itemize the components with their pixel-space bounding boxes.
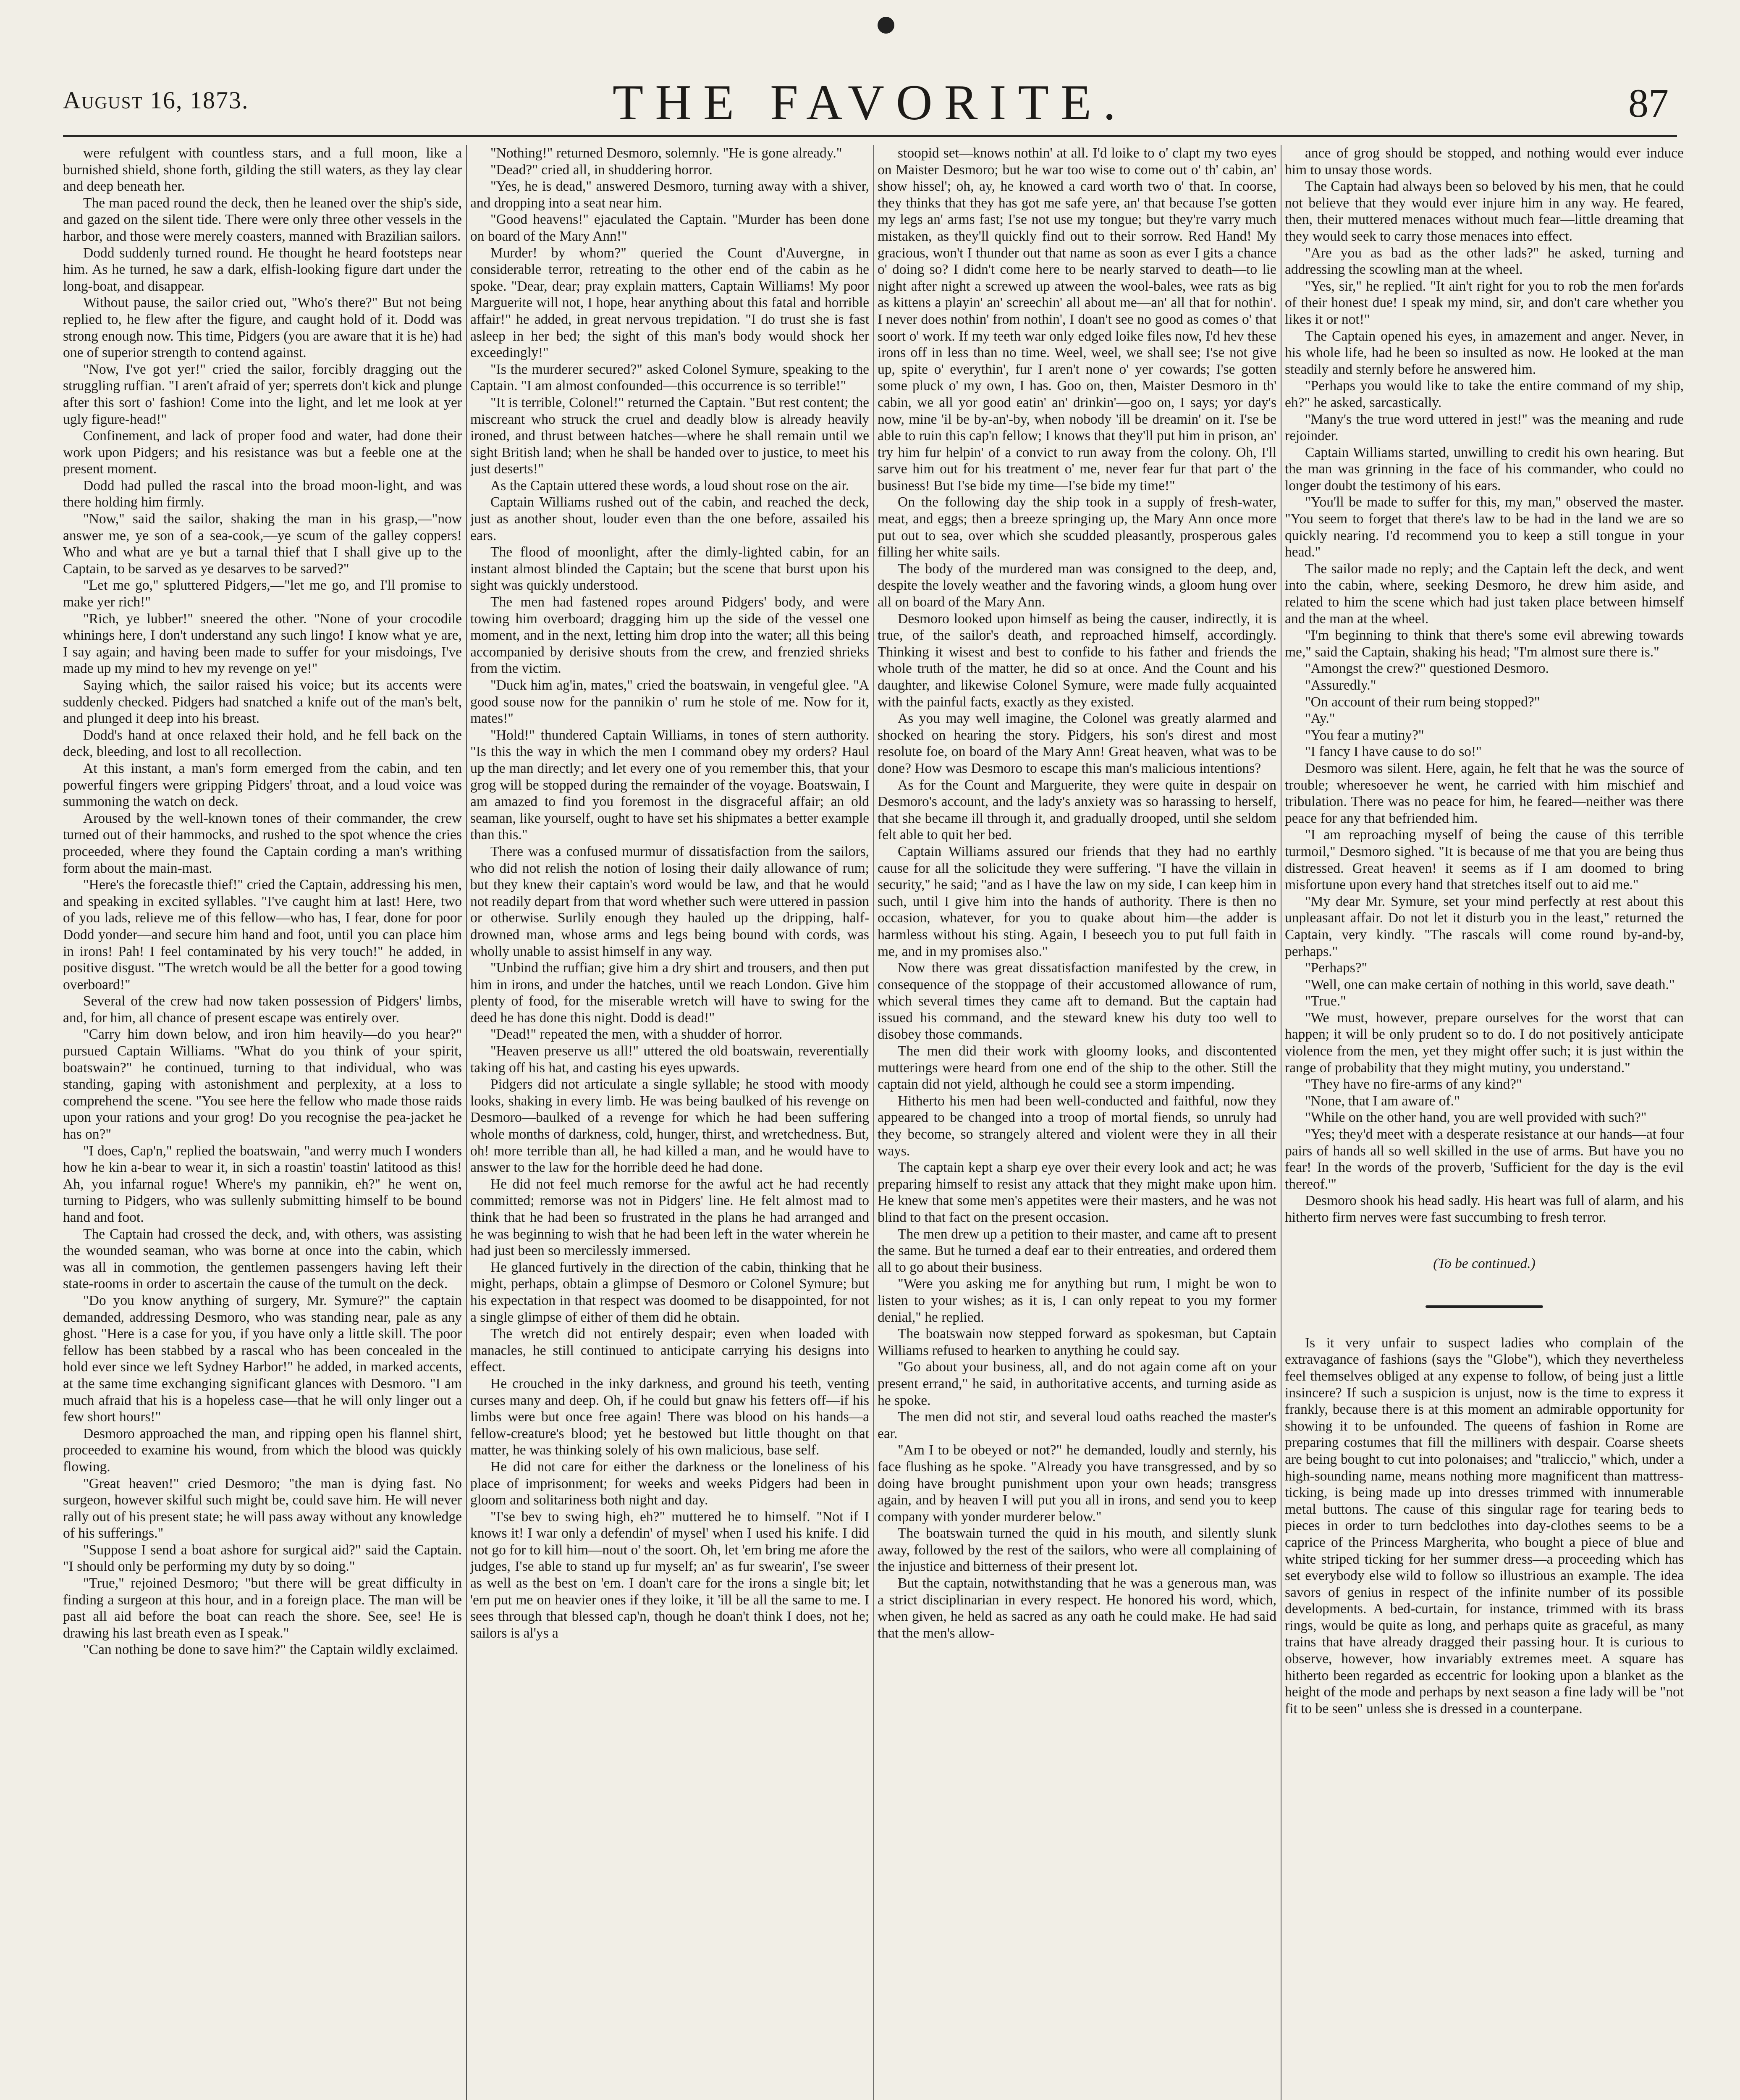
column-divider (466, 145, 467, 2100)
paragraph: stoopid set—knows nothin' at all. I'd loike to o' clapt my two eyes on Maister Desmoro; but he war too wise to come out o' th' cabin, an' show hissel'; oh, ay, he knowed a card worth two o' that. In coorse, they thinks that they has got me safe yere, an' that because I'se gotten my legs an' arms fast; I'se not use my tongue; but they're varry much mistaken, as they'll quickly find out to their sorrow. Red Hand! My gracious, won't I thunder out that name as soon as ever I gits a chance o' doing so? I didn't come here to be nearly starved to death—to lie night after night a screwed up atween the wool-bales, wee rats as big as kittens a playin' an' screechin' all about me—an' all that for nothin'. I never does nothin' from nothin', I doan't see no good as comes o' that soort o' work. If my teeth war only edged loike files now, I'd hev these irons off in less than no time. Weel, weel, we shall see; I'se not give up, spite o' everythin', fur I aren't none o' yer cowards; I'se gotten some pluck o' my own, I has. Goo on, then, Maister Desmoro in th' cabin, we all yor good eatin' an' drinkin'—goo on, I says; yor day's now, mine 'il be by-an'-by, when nobody 'ill be dreamin' on it. I'se be able to ruin this cap'n fellow; I knows that they'll put him in prison, an' try him fur helpin' of a convict to run away from the colony. Oh, I'll sarve him out for his treatment o' me, never fear fur that part o' the business! But I'se bide my time—I'se bide my time!" (878, 145, 1276, 494)
paragraph: The boatswain now stepped forward as spokesman, but Captain Williams refused to hearken to anything he could say. (878, 1326, 1276, 1358)
paragraph: "Nothing!" returned Desmoro, solemnly. "He is gone already." (490, 145, 842, 161)
paragraph: "I am reproaching myself of being the cause of this terrible turmoil," Desmoro sighed. "It is because of me that you are being thus distressed. Great heaven! it seems as if I am doomed to bring misfortune upon every hand that stretches itself out to aid me." (1285, 827, 1684, 893)
paragraph: Saying which, the sailor raised his voice; but its accents were suddenly checked. Pidgers had snatched a knife out of the man's belt, and plunged it deep into his breast. (63, 677, 462, 727)
paragraph: "Many's the true word uttered in jest!" was the meaning and rude rejoinder. (1285, 411, 1684, 444)
paragraph: "It is terrible, Colonel!" returned the Captain. "But rest content; the miscreant who struck the cruel and deadly blow is already heavily ironed, and thrust between hatches—where he shall remain until we sight British land; when he shall be handed over to justice, to meet his just deserts!" (470, 394, 869, 477)
paragraph: "Dead?" cried all, in shuddering horror. (490, 162, 713, 178)
issue-date: August 16, 1873. (63, 87, 249, 114)
paragraph: He crouched in the inky darkness, and ground his teeth, venting curses many and deep. Oh, if he could but gnaw his fetters off—if his limbs were but once free again! There was blood on his hands—a fellow-creature's blood; yet he bestowed but little thought on that matter, he was thinking solely of his own malicious, base self. (470, 1376, 869, 1458)
paragraph: Dodd had pulled the rascal into the broad moon-light, and was there holding him firmly. (63, 478, 462, 510)
paragraph: Captain Williams started, unwilling to credit his own hearing. But the man was grinning in the face of his commander, who could no longer doubt the testimony of his ears. (1285, 444, 1684, 494)
column-divider (873, 145, 874, 2100)
paragraph: The boatswain turned the quid in his mouth, and silently slunk away, followed by the rest of the sailors, who were all complaining of the injustice and bitterness of their present lot. (878, 1525, 1276, 1575)
paragraph: "Were you asking me for anything but rum, I might be won to listen to your wishes; as it is, I can only repeat to you my former denial," he replied. (878, 1276, 1276, 1325)
paragraph: "Hold!" thundered Captain Williams, in tones of stern authority. "Is this the way in which the men I command obey my orders? Haul up the man directly; and let every one of you remember this, that your grog will be stopped during the remainder of the voyage. Boatswain, I am amazed to find you foremost in the disgraceful affair; an old seaman, like yourself, ought to have set his shipmates a better example than this." (470, 727, 869, 843)
paragraph: As the Captain uttered these words, a loud shout rose on the air. (490, 478, 849, 494)
paragraph: Dodd's hand at once relaxed their hold, and he fell back on the deck, bleeding, and lost to all recollection. (63, 727, 462, 760)
paragraph: "They have no fire-arms of any kind?" (1305, 1076, 1522, 1092)
column-3 (878, 145, 1276, 2100)
paragraph: "Is the murderer secured?" asked Colonel Symure, speaking to the Captain. "I am almost confounded—this occurrence is so terrible!" (470, 361, 869, 394)
paragraph: "Yes, he is dead," answered Desmoro, turning away with a shiver, and dropping into a seat near him. (470, 178, 869, 211)
paragraph: "On account of their rum being stopped?" (1305, 694, 1540, 710)
paragraph: "Now," said the sailor, shaking the man in his grasp,—"now answer me, ye son of a sea-cook,—ye scum of the galley coppers! Who and what are ye but a tarnal thief that I shall give up to the Captain, to be sarved as ye desarves to be sarved?" (63, 511, 462, 577)
paragraph: "Here's the forecastle thief!" cried the Captain, addressing his men, and speaking in excited syllables. "I've caught him at last! Here, two of you lads, relieve me of this fellow—who has, I fear, done for poor Dodd yonder—and secure him hand and foot, until you can place him in irons! Pah! I feel contaminated by his very touch!" he added, in positive disgust. "The wretch would be all the better for a good towing overboard!" (63, 877, 462, 992)
page-columns (63, 145, 1684, 2100)
paragraph: "I'se bev to swing high, eh?" muttered he to himself. "Not if I knows it! I war only a defendin' of mysel' when I used his knife. I did not go for to kill him—nout o' the soort. Oh, let 'em bring me afore the judges, I'se able to stand up fur myself; an' as fur swearin', I'se sweer as well as the best on 'em. I doan't care for the irons a single bit; let 'em put me on heavier ones if they loike, it 'ill be all the same to me. I sees through that blessed cap'n, though he doan't think I does, not he; sailors is al'ys a (470, 1509, 869, 1641)
paragraph: The Captain had crossed the deck, and, with others, was assisting the wounded seaman, who was borne at once into the cabin, which was all in commotion, the gentlemen passengers having left their state-rooms in order to ascertain the cause of the tumult on the deck. (63, 1226, 462, 1292)
paragraph: "Perhaps?" (1305, 960, 1368, 976)
paragraph: Dodd suddenly turned round. He thought he heard footsteps near him. As he turned, he saw a dark, elfish-looking figure dart under the long-boat, and disappear. (63, 245, 462, 294)
paragraph: The sailor made no reply; and the Captain left the deck, and went into the cabin, where, seeking Desmoro, he drew him aside, and related to him the scene which had just taken place between himself and the man at the wheel. (1285, 561, 1684, 627)
paragraph: Captain Williams assured our friends that they had no earthly cause for all the solicitude they were suffering. "I have the villain in security," he said; "and as I have the law on my side, I can keep him in such, until I give him into the hands of authority. There is then no occasion, whatever, for you to quake about him—the adder is harmless without his sting. Again, I beseech you to put full faith in me, and in my promises also." (878, 843, 1276, 959)
paragraph: "Great heaven!" cried Desmoro; "the man is dying fast. No surgeon, however skilful such might be, could save him. He will never rally out of his present state; he will pass away without any knowledge of his sufferings." (63, 1475, 462, 1541)
paragraph: He did not care for either the darkness or the loneliness of his place of imprisonment; for weeks and weeks Pidgers had been in gloom and solitariness both night and day. (470, 1459, 869, 1508)
header-rule (63, 135, 1677, 137)
paragraph: Several of the crew had now taken possession of Pidgers' limbs, and, for him, all chance of present escape was entirely over. (63, 993, 462, 1026)
paragraph: "Assuredly." (1305, 677, 1376, 693)
paragraph: "Well, one can make certain of nothing in this world, save death." (1305, 976, 1675, 992)
paragraph: Desmoro was silent. Here, again, he felt that he was the source of trouble; wheresoever he went, he carried with him mischief and tribulation. There was no peace for him, he feared—neither was there peace for any that befriended him. (1285, 760, 1684, 826)
paragraph: The men did their work with gloomy looks, and discontented mutterings were heard from one end of the ship to the other. Still the captain did not yield, although he could see a storm impending. (878, 1043, 1276, 1092)
paragraph: Desmoro approached the man, and ripping open his flannel shirt, proceeded to examine his wound, from which the blood was quickly flowing. (63, 1425, 462, 1475)
paragraph: There was a confused murmur of dissatisfaction from the sailors, who did not relish the notion of losing their daily allowance of rum; but they knew their captain's word would be law, and that he would not readily depart from that word whether such were uttered in passion or otherwise. Surlily enough they hauled up the dripping, half-drowned man, whose arms and legs being bound with cords, was wholly unable to assist himself in any way. (470, 843, 869, 959)
paragraph: The captain kept a sharp eye over their every look and act; he was preparing himself to resist any attack that they might make upon him. He knew that some men's appetites were their masters, and he was not blind to that fact on the present occasion. (878, 1160, 1276, 1225)
paragraph: The flood of moonlight, after the dimly-lighted cabin, for an instant almost blinded the Captain; but the scene that burst upon his sight was quickly understood. (470, 544, 869, 593)
paragraph: "None, that I am aware of." (1305, 1093, 1460, 1109)
paragraph: "You'll be made to suffer for this, my man," observed the master. "You seem to forget that there's law to be had in the land we are so quickly nearing. I'd recommend you to keep a still tongue in your head." (1285, 494, 1684, 560)
paragraph: "Now, I've got yer!" cried the sailor, forcibly dragging out the struggling ruffian. "I aren't afraid of yer; sperrets don't kick and plunge after this sort o' fashion! Come into the light, and let me look at yer ugly figure-head!" (63, 361, 462, 427)
paragraph: The men did not stir, and several loud oaths reached the master's ear. (878, 1409, 1276, 1441)
paragraph: The body of the murdered man was consigned to the deep, and, despite the lovely weather and the favoring winds, a gloom hung over all on board of the Mary Ann. (878, 561, 1276, 610)
paragraph: "My dear Mr. Symure, set your mind perfectly at rest about this unpleasant affair. Do not let it disturb you in the least," returned the Captain, very kindly. "The rascals will come round by-and-by, perhaps." (1285, 893, 1684, 959)
paragraph: The men drew up a petition to their master, and came aft to present the same. But he turned a deaf ear to their entreaties, and ordered them all to go about their business. (878, 1226, 1276, 1275)
paragraph: "Unbind the ruffian; give him a dry shirt and trousers, and then put him in irons, and under the hatches, until we reach London. Give him plenty of food, for the miserable wretch will have to swing for the deed he has done this night. Dodd is dead!" (470, 960, 869, 1026)
paragraph: But the captain, notwithstanding that he was a generous man, was a strict disciplinarian in every respect. He honored his word, which, when given, he held as sacred as any oath he could make. He had said that the men's allow- (878, 1575, 1276, 1641)
paragraph: "I'm beginning to think that there's some evil abrewing towards me," said the Captain, shaking his head; "I'm almost sure there is." (1285, 627, 1684, 660)
paragraph: "Do you know anything of surgery, Mr. Symure?" the captain demanded, addressing Desmoro, who was standing near, pale as any ghost. "Here is a case for you, if you have only a little skill. The poor fellow has been stabbed by a rascal who has been concealed in the hold ever since we left Sydney Harbor!" he added, in marked accents, at the same time exchanging significant glances with Desmoro. "I am much afraid that his is a hopeless case—that he will only linger out a few short hours!" (63, 1292, 462, 1425)
newspaper-title: THE FAVORITE. (612, 74, 1128, 130)
paragraph: Confinement, and lack of proper food and water, had done their work upon Pidgers; and his resistance was but a feeble one at the present moment. (63, 428, 462, 477)
paragraph: The men had fastened ropes around Pidgers' body, and were towing him overboard; dragging him up the side of the vessel one moment, and in the next, letting him drop into the water; all this being accompanied by derisive shouts from the crew, and frenzied shrieks from the victim. (470, 594, 869, 677)
paragraph: Murder! by whom?" queried the Count d'Auvergne, in considerable terror, retreating to the other end of the cabin as he spoke. "Dear, dear; pray explain matters, Captain Williams! My poor Marguerite will not, I hope, hear anything about this fatal and horrible affair!" he added, in great nervous trepidation. "I do trust she is fast asleep in her bed; the sight of this man's body would shock her exceedingly!" (470, 245, 869, 361)
paragraph: "Good heavens!" ejaculated the Captain. "Murder has been done on board of the Mary Ann!" (470, 212, 869, 244)
paragraph: "Ay." (1305, 711, 1335, 727)
paragraph: The man paced round the deck, then he leaned over the ship's side, and gazed on the silent tide. There were only three other vessels in the harbor, and those were merely coasters, manned with Brazilian sailors. (63, 195, 462, 244)
paragraph: "I fancy I have cause to do so!" (1305, 744, 1482, 760)
paragraph: Pidgers did not articulate a single syllable; he stood with moody looks, shaking in every limb. He was being baulked of his revenge on Desmoro—baulked of a revenge for which he had been suffering whole months of darkness, cold, hunger, thirst, and wretchedness. But, oh! more terrible than all, he had killed a man, and he would have to answer to the law for the horrible deed he had done. (470, 1076, 869, 1176)
column-2 (470, 145, 869, 2100)
paragraph: "Go about your business, all, and do not again come aft on your present errand," he said, in authoritative accents, and turning aside as he spoke. (878, 1359, 1276, 1408)
ink-blot (878, 17, 894, 34)
paragraph: "True," rejoined Desmoro; "but there will be great difficulty in finding a surgeon at this hour, and in a foreign place. The man will be past all aid before the boat can reach the shore. See, see! He is drawing his last breath even as I speak." (63, 1575, 462, 1641)
section-ornament (1285, 1297, 1684, 1314)
paragraph: Captain Williams rushed out of the cabin, and reached the deck, just as another shout, louder even than the one before, assailed his ears. (470, 494, 869, 543)
paragraph: As for the Count and Marguerite, they were quite in despair on Desmoro's account, and the lady's anxiety was so harassing to herself, that she became ill through it, and gradually drooped, until she seldom felt able to quit her bed. (878, 777, 1276, 843)
paragraph: "Rich, ye lubber!" sneered the other. "None of your crocodile whinings here, I don't understand any such lingo! I know what ye are, I say again; and having been made to suffer for your misdoings, I've made up my mind to hev my revenge on ye!" (63, 611, 462, 677)
paragraph: "Dead!" repeated the men, with a shudder of horror. (490, 1026, 783, 1042)
column-4 (1285, 145, 1684, 2100)
paragraph: "We must, however, prepare ourselves for the worst that can happen; it will be only prudent so to do. I do not positively anticipate violence from the men, yet they might offer such; it is just within the range of probability that they might mutiny, you understand." (1285, 1010, 1684, 1076)
paragraph: As you may well imagine, the Colonel was greatly alarmed and shocked on hearing the story. Pidgers, his son's direst and most resolute foe, on board of the Mary Ann! Great heaven, what was to be done? How was Desmoro to escape this man's malicious intentions? (878, 711, 1276, 776)
paragraph: "Yes, sir," he replied. "It ain't right for you to rob the men for'ards of their honest due! I speak my mind, sir, and don't care whether you likes it or not!" (1285, 278, 1684, 327)
masthead (0, 0, 1740, 139)
fashion-article (1285, 1335, 1684, 1717)
paragraph: "Carry him down below, and iron him heavily—do you hear?" pursued Captain Williams. "What do you think of your spirit, boatswain?" he continued, turning to that individual, who was standing, gaping with astonishment and perplexity, at a loss to comprehend the scene. "You see here the fellow who made those raids upon your rations and your grog! Do you recognise the pea-jacket he has on?" (63, 1026, 462, 1142)
paragraph: "Heaven preserve us all!" uttered the old boatswain, reverentially taking off his hat, and casting his eyes upwards. (470, 1043, 869, 1076)
paragraph: "Yes; they'd meet with a desperate resistance at our hands—at four pairs of hands all so well skilled in the use of arms. But have you no fear! In the words of the proverb, 'Sufficient for the day is the evil thereof.'" (1285, 1126, 1684, 1192)
paragraph: "Duck him ag'in, mates," cried the boatswain, in vengeful glee. "A good souse now for the pannikin o' rum he stole of me. Now for it, mates!" (470, 677, 869, 727)
paragraph: "You fear a mutiny?" (1305, 727, 1424, 743)
page-number: 87 (1628, 81, 1669, 126)
paragraph: "Are you as bad as the other lads?" he asked, turning and addressing the scowling man at the wheel. (1285, 245, 1684, 278)
column-1 (63, 145, 462, 2100)
paragraph: "Am I to be obeyed or not?" he demanded, loudly and sternly, his face flushing as he spoke. "Already you have transgressed, and by so doing have brought punishment upon your own heads; transgress again, and by heaven I will put you all in irons, and send you to keep company with yonder murderer below." (878, 1442, 1276, 1525)
paragraph: Without pause, the sailor cried out, "Who's there?" But not being replied to, he flew after the figure, and caught hold of it. Dodd was strong enough now. This time, Pidgers (you are aware that it is he) had one of superior strength to contend against. (63, 295, 462, 361)
paragraph: were refulgent with countless stars, and a full moon, like a burnished shield, shone forth, gilding the still waters, as they lay clear and deep beneath her. (63, 145, 462, 194)
paragraph: The wretch did not entirely despair; even when loaded with manacles, he still continued to anticipate carrying his designs into effect. (470, 1326, 869, 1375)
paragraph: "Suppose I send a boat ashore for surgical aid?" said the Captain. "I should only be performing my duty by so doing." (63, 1542, 462, 1575)
to-be-continued: (To be continued.) (1433, 1255, 1536, 1271)
paragraph: The Captain had always been so beloved by his men, that he could not believe that they would ever injure him in any way. He feared, then, their muttered menaces without much fear—little dreaming that they would seek to carry those menaces into effect. (1285, 178, 1684, 244)
paragraph: On the following day the ship took in a supply of fresh-water, meat, and eggs; then a breeze springing up, the Mary Ann once more put out to sea, over which she scudded pleasantly, prosperous gales filling her white sails. (878, 494, 1276, 560)
paragraph: "Perhaps you would like to take the entire command of my ship, eh?" he asked, sarcastically. (1285, 378, 1684, 410)
paragraph: "I does, Cap'n," replied the boatswain, "and werry much I wonders how he kin a-bear to wear it, in sich a roastin' toastin' latitood as this! Ah, you infarnal rogue! Where's my pannikin, eh?" he went on, turning to Pidgers, who was sullenly submitting himself to be bound hand and foot. (63, 1143, 462, 1225)
column-4-story (1285, 145, 1684, 1226)
paragraph: "While on the other hand, you are well provided with such?" (1305, 1110, 1647, 1126)
paragraph: "Let me go," spluttered Pidgers,—"let me go, and I'll promise to make yer rich!" (63, 578, 462, 610)
paragraph: "True." (1305, 993, 1346, 1009)
paragraph: ance of grog should be stopped, and nothing would ever induce him to unsay those words. (1285, 145, 1684, 178)
paragraph: Is it very unfair to suspect ladies who complain of the extravagance of fashions (says the "Globe"), which they nevertheless feel themselves obliged at any expense to follow, of being just a little insincere? If such a suspicion is unjust, now is the time to express it frankly, because there is at this moment an admirable opportunity for showing it to be unfounded. The queens of fashion in Rome are preparing costumes that fill the milliners with despair. Coarse sheets are being bought to cut into polonaises; and "traliccio," which, under a high-sounding name, means nothing more magnificent than mattress-ticking, is being made up into dresses trimmed with innumerable metal buttons. The cause of this singular rage for tearing beds to pieces in order to turn bedclothes into day-clothes seems to be a caprice of the Princess Margherita, who bought a piece of blue and white striped ticking for her summer dress—a proceeding which has set everybody else wild to follow so illustrious an example. The idea savors of genius in respect of the infinite number of its possible developments. A bed-curtain, for instance, trimmed with its brass rings, would be quite as long, and perhaps quite as graceful, as many trains that have already dragged their passing hour. It is curious to observe, however, how invariably extremes meet. A square has hitherto been regarded as eccentric for looking upon a blanket as the height of the mode and perhaps by next season a fine lady will be "not fit to be seen" unless she is dressed in a counterpane. (1285, 1335, 1684, 1717)
paragraph: Desmoro shook his head sadly. His heart was full of alarm, and his hitherto firm nerves were fast succumbing to fresh terror. (1285, 1193, 1684, 1225)
paragraph: The Captain opened his eyes, in amazement and anger. Never, in his whole life, had he been so insulted as now. He looked at the man steadily and sternly before he answered him. (1285, 328, 1684, 377)
paragraph: Aroused by the well-known tones of their commander, the crew turned out of their hammocks, and rushed to the spot whence the cries proceeded, where they found the Captain cording a man's writhing form about the main-mast. (63, 810, 462, 876)
paragraph: "Can nothing be done to save him?" the Captain wildly exclaimed. (83, 1642, 459, 1658)
paragraph: Hitherto his men had been well-conducted and faithful, now they appeared to be changed into a troop of mortal fiends, so unruly had they become, so strangely altered and violent were they in all their ways. (878, 1093, 1276, 1159)
paragraph: He did not feel much remorse for the awful act he had recently committed; remorse was not in Pidgers' line. He felt almost mad to think that he had been so frustrated in the plans he had arranged and he was beginning to wish that he had been left in the water wherein he had just been so mercilessly immersed. (470, 1176, 869, 1259)
paragraph: He glanced furtively in the direction of the cabin, thinking that he might, perhaps, obtain a glimpse of Desmoro or Colonel Symure; but his expectation in that respect was doomed to be disappointed, for not a single glimpse of either of them did he obtain. (470, 1259, 869, 1325)
paragraph: Desmoro looked upon himself as being the causer, indirectly, it is true, of the sailor's death, and reproached himself, accordingly. Thinking it wisest and best to confide to his father and friends the whole truth of the matter, he did so at once. And the Count and his daughter, and likewise Colonel Symure, were made fully acquainted with the painful facts, exactly as they existed. (878, 611, 1276, 710)
paragraph: "Amongst the crew?" questioned Desmoro. (1305, 661, 1549, 677)
paragraph: Now there was great dissatisfaction manifested by the crew, in consequence of the stoppage of their accustomed allowance of rum, which several times they came aft to demand. But the captain had issued his command, and the steward knew his duty too well to disobey those commands. (878, 960, 1276, 1042)
paragraph: At this instant, a man's form emerged from the cabin, and ten powerful fingers were gripping Pidgers' throat, and a loud voice was summoning the watch on deck. (63, 760, 462, 810)
